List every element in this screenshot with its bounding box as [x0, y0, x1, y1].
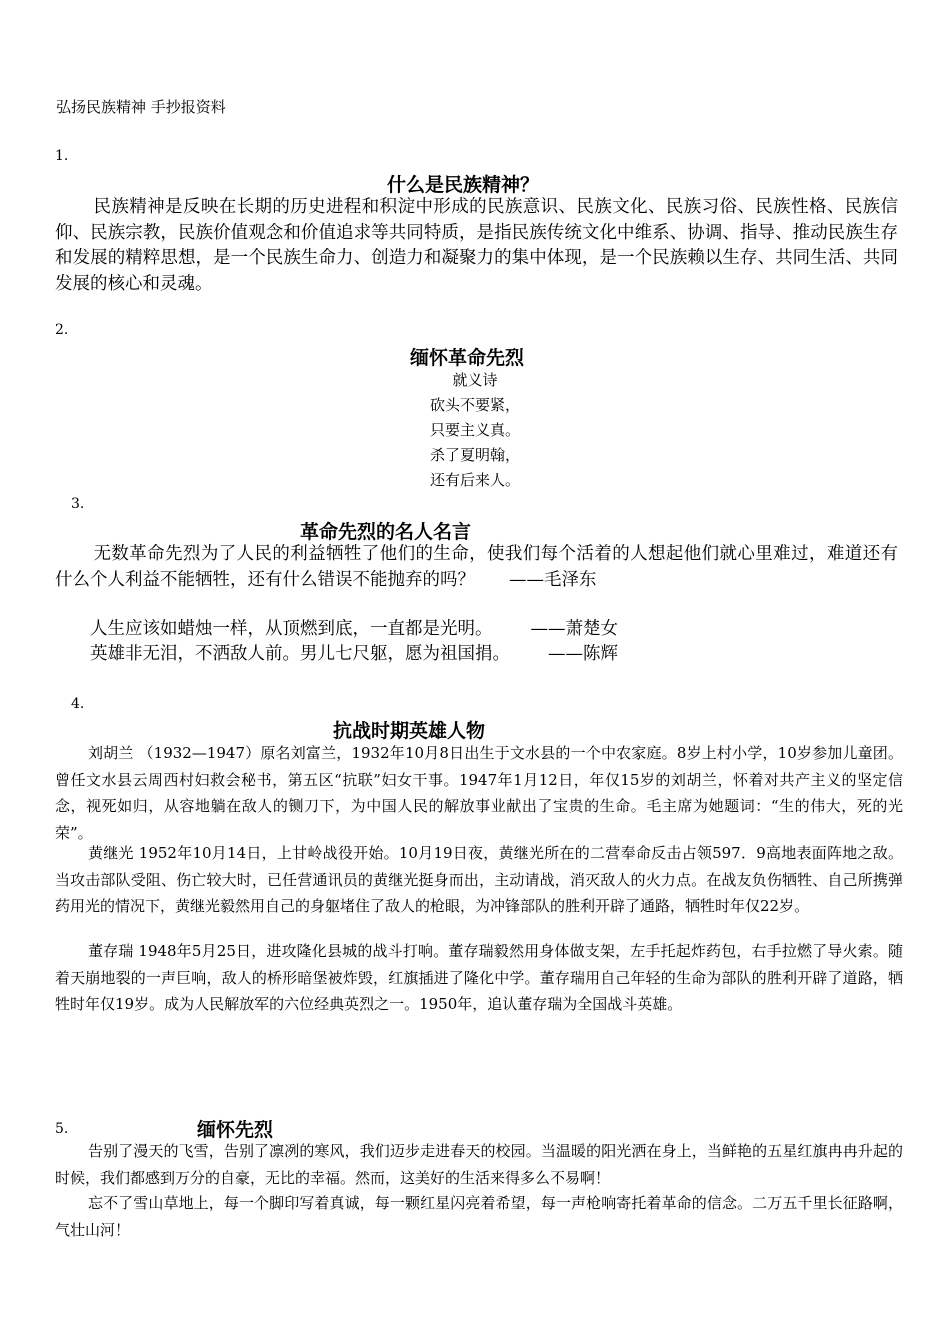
- poem-title: 就义诗: [452, 371, 498, 389]
- section-5-heading: 缅怀先烈: [197, 1119, 274, 1141]
- quote-text: 无数革命先烈为了人民的利益牺牲了他们的生命，使我们每个活着的人想起他们就心里难过，难道还有什么个人利益不能牺牲，还有什么错误不能抛弃的吗？: [55, 544, 898, 590]
- section-5-paragraph-2: 忘不了雪山草地上，每一个脚印写着真诚，每一颗红星闪亮着希望，每一声枪响寄托着革命的信念。二万五千里长征路啊，气壮山河！: [55, 1194, 903, 1239]
- poem-line: 杀了夏明翰，: [429, 446, 520, 464]
- poem: [0, 368, 950, 493]
- section-3-number: 3.: [71, 496, 85, 512]
- section-5-paragraph-1: 告别了漫天的飞雪，告别了凛冽的寒风，我们迈步走进春天的校园。当温暖的阳光洒在身上，当鲜艳的五星红旗冉冉升起的时候，我们都感到万分的自豪，无比的幸福。然而，这美好的生活来得多么不易啊！: [55, 1142, 903, 1187]
- quote-chen: [90, 642, 618, 667]
- section-1-paragraph: 民族精神是反映在长期的历史进程和积淀中形成的民族意识、民族文化、民族习俗、民族性格、民族信仰、民族宗教，民族价值观念和价值追求等共同特质，是指民族传统文化中维系、协调、指导、推动民族生存和发展的精粹思想，是一个民族生命力、创造力和凝聚力的集中体现，是一个民族赖以生存、共同生活、共同发展的核心和灵魂。: [55, 197, 898, 294]
- hero-huang-jiguang: 黄继光 1952年10月14日，上甘岭战役开始。10月19日夜，黄继光所在的二营奉命反击占领597．9高地表面阵地之敌。当攻击部队受阻、伤亡较大时，已任营通讯员的黄继光挺身而出，主动请战，消灭敌人的火力点。在战友负伤牺牲、自己所携弹药用光的情况下，黄继光毅然用自己的身躯堵住了敌人的枪眼，为冲锋部队的胜利开辟了通路，牺牲时年仅22岁。: [55, 844, 903, 915]
- quote-attribution: ——陈辉: [548, 644, 618, 664]
- quote-attribution: ——萧楚女: [530, 619, 618, 639]
- section-1-heading: 什么是民族精神？: [387, 174, 540, 196]
- section-1-number: 1.: [55, 148, 69, 164]
- section-2-heading: 缅怀革命先烈: [410, 347, 525, 369]
- quote-text: 英雄非无泪，不洒敌人前。男儿七尺躯，愿为祖国捐。: [90, 644, 510, 664]
- document-title: 弘扬民族精神 手抄报资料: [56, 98, 226, 116]
- section-5-number: 5.: [55, 1121, 69, 1137]
- quote-xiao: [90, 617, 618, 642]
- poem-line: 砍头不要紧，: [429, 396, 520, 414]
- quote-attribution: ——毛泽东: [509, 570, 597, 590]
- poem-line: 只要主义真。: [429, 421, 520, 439]
- section-3-heading: 革命先烈的名人名言: [300, 521, 472, 543]
- quote-mao: [55, 541, 898, 593]
- quote-text: 人生应该如蜡烛一样，从顶燃到底，一直都是光明。: [90, 619, 493, 639]
- section-4-heading: 抗战时期英雄人物: [333, 720, 486, 742]
- section-4-number: 4.: [71, 696, 85, 712]
- section-2-number: 2.: [55, 322, 69, 338]
- hero-liu-hulan: 刘胡兰 （1932—1947）原名刘富兰，1932年10月8日出生于文水县的一个中农家庭。8岁上村小学，10岁参加儿童团。曾任文水县云周西村妇救会秘书，第五区“抗联”妇女干事。1947年1月12日，年仅15岁的刘胡兰，怀着对共产主义的坚定信念，视死如归，从容地躺在敌人的铡刀下，为中国人民的解放事业献出了宝贵的生命。毛主席为她题词：“生的伟大，死的光荣”。: [55, 744, 903, 842]
- poem-line: 还有后来人。: [429, 471, 520, 489]
- hero-dong-cunrui: 董存瑞 1948年5月25日，进攻隆化县城的战斗打响。董存瑞毅然用身体做支架，左手托起炸药包，右手拉燃了导火索。随着天崩地裂的一声巨响，敌人的桥形暗堡被炸毁，红旗插进了隆化中学。董存瑞用自己年轻的生命为部队的胜利开辟了道路，牺牲时年仅19岁。成为人民解放军的六位经典英烈之一。1950年，追认董存瑞为全国战斗英雄。: [55, 942, 903, 1013]
